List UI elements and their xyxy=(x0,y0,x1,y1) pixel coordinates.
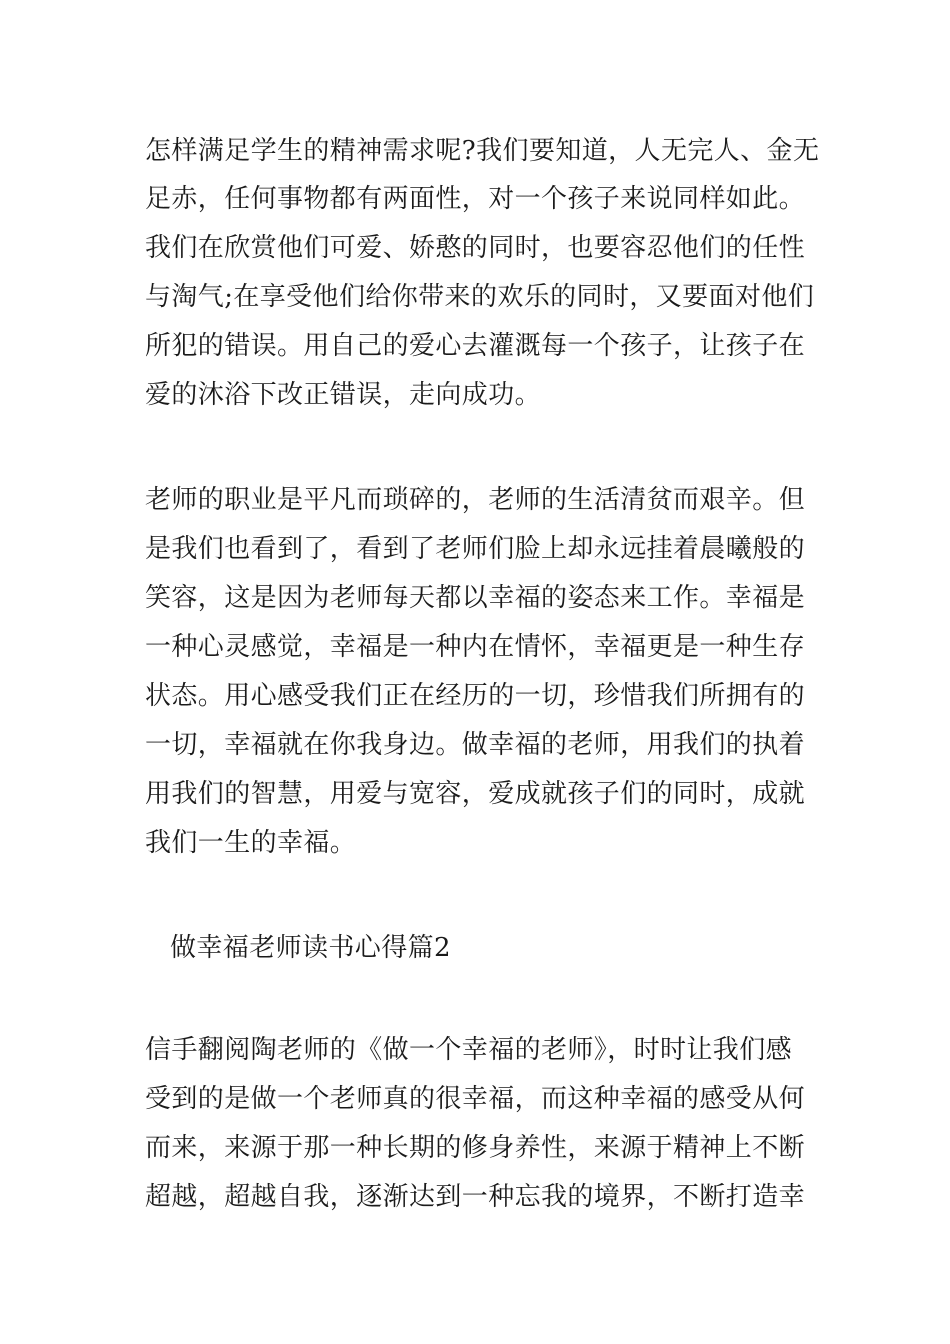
paragraph-3-line-4: 超越，超越自我，逐渐达到一种忘我的境界，不断打造幸 xyxy=(145,1182,806,1212)
section-heading: 做幸福老师读书心得篇2 xyxy=(170,933,451,963)
paragraph-3-line-3: 而来，来源于那一种长期的修身养性，来源于精神上不断 xyxy=(145,1133,806,1163)
paragraph-1-line-5: 所犯的错误。用自己的爱心去灌溉每一个孩子，让孩子在 xyxy=(145,331,806,361)
paragraph-1-line-4: 与淘气;在享受他们给你带来的欢乐的同时，又要面对他们 xyxy=(145,282,815,312)
paragraph-2-line-3: 笑容，这是因为老师每天都以幸福的姿态来工作。幸福是 xyxy=(145,583,806,613)
paragraph-3-line-2: 受到的是做一个老师真的很幸福，而这种幸福的感受从何 xyxy=(145,1084,806,1114)
paragraph-2-line-7: 用我们的智慧，用爱与宽容，爱成就孩子们的同时，成就 xyxy=(145,779,806,809)
paragraph-2-line-5: 状态。用心感受我们正在经历的一切，珍惜我们所拥有的 xyxy=(145,681,806,711)
paragraph-1-line-2: 足赤，任何事物都有两面性，对一个孩子来说同样如此。 xyxy=(145,184,806,214)
paragraph-2-line-1: 老师的职业是平凡而琐碎的，老师的生活清贫而艰辛。但 xyxy=(145,485,806,515)
paragraph-2-line-2: 是我们也看到了，看到了老师们脸上却永远挂着晨曦般的 xyxy=(145,534,806,564)
paragraph-1-line-3: 我们在欣赏他们可爱、娇憨的同时，也要容忍他们的任性 xyxy=(145,233,806,263)
paragraph-1-line-1: 怎样满足学生的精神需求呢?我们要知道，人无完人、金无 xyxy=(145,136,820,166)
paragraph-2-line-6: 一切，幸福就在你我身边。做幸福的老师，用我们的执着 xyxy=(145,730,806,760)
paragraph-2-line-8: 我们一生的幸福。 xyxy=(145,828,357,858)
paragraph-2-line-4: 一种心灵感觉，幸福是一种内在情怀，幸福更是一种生存 xyxy=(145,632,806,662)
paragraph-3-line-1: 信手翻阅陶老师的《做一个幸福的老师》，时时让我们感 xyxy=(145,1035,793,1065)
paragraph-1-line-6: 爱的沐浴下改正错误，走向成功。 xyxy=(145,380,542,410)
